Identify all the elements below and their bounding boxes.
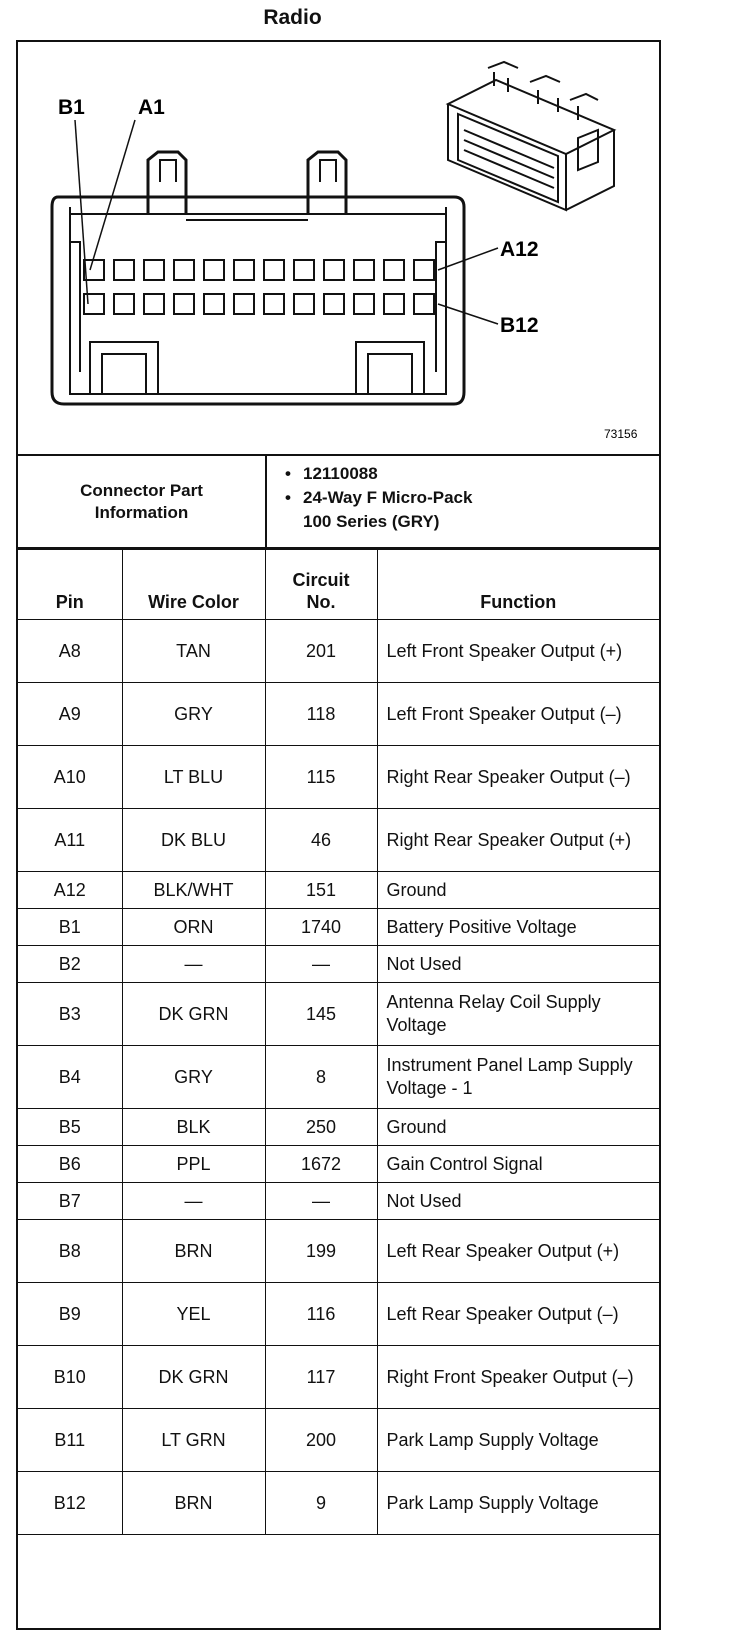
connector-diagram xyxy=(18,42,659,454)
wire-color-cell: YEL xyxy=(122,1283,265,1346)
table-header-row xyxy=(18,550,659,620)
table-row xyxy=(18,946,659,983)
pin-cell: A9 xyxy=(18,683,122,746)
label-b1: B1 xyxy=(58,96,85,119)
table-row xyxy=(18,1220,659,1283)
page-title: Radio xyxy=(263,6,322,29)
connector-info-items xyxy=(285,462,645,534)
table-row xyxy=(18,1283,659,1346)
pin-cell: A8 xyxy=(18,620,122,683)
connector-type-item: • 24-Way F Micro-Pack 100 Series (GRY) xyxy=(285,488,473,531)
cavity-a3 xyxy=(144,260,164,280)
pin-cell: B10 xyxy=(18,1346,122,1409)
connector-sheet xyxy=(16,40,661,1630)
cavity-a1 xyxy=(84,260,104,280)
figure-number: 73156 xyxy=(604,427,638,441)
cavity-b2 xyxy=(114,294,134,314)
table-row xyxy=(18,809,659,872)
cavity-b8 xyxy=(294,294,314,314)
table-row xyxy=(18,620,659,683)
table-row xyxy=(18,746,659,809)
function-cell: Battery Positive Voltage xyxy=(377,909,659,946)
connector-inner-outline xyxy=(70,207,446,394)
circuit-cell: 1672 xyxy=(265,1146,377,1183)
pin-cell: A10 xyxy=(18,746,122,809)
function-cell: Left Front Speaker Output (–) xyxy=(377,683,659,746)
circuit-cell: 201 xyxy=(265,620,377,683)
wire-color-cell: LT BLU xyxy=(122,746,265,809)
function-cell: Left Front Speaker Output (+) xyxy=(377,620,659,683)
label-a12: A12 xyxy=(500,238,539,261)
table-row xyxy=(18,872,659,909)
table-row xyxy=(18,1046,659,1109)
cavity-a4 xyxy=(174,260,194,280)
cavity-b6 xyxy=(234,294,254,314)
function-cell: Not Used xyxy=(377,946,659,983)
cavity-a11 xyxy=(384,260,404,280)
right-rail xyxy=(436,242,446,372)
circuit-cell: 250 xyxy=(265,1109,377,1146)
a1-leader xyxy=(90,120,135,270)
cavity-b3 xyxy=(144,294,164,314)
table-row xyxy=(18,1346,659,1409)
cavity-b5 xyxy=(204,294,224,314)
circuit-header: Circuit No. xyxy=(265,550,377,620)
circuit-cell: 117 xyxy=(265,1346,377,1409)
function-cell: Left Rear Speaker Output (+) xyxy=(377,1220,659,1283)
table-row xyxy=(18,1109,659,1146)
wire-color-cell: BLK/WHT xyxy=(122,872,265,909)
circuit-cell: — xyxy=(265,1183,377,1220)
circuit-cell: 118 xyxy=(265,683,377,746)
function-cell: Ground xyxy=(377,1109,659,1146)
pin-cell: B1 xyxy=(18,909,122,946)
table-row xyxy=(18,1472,659,1535)
wire-color-cell: ORN xyxy=(122,909,265,946)
pin-cell: B7 xyxy=(18,1183,122,1220)
cavity-a10 xyxy=(354,260,374,280)
bottom-left-lock xyxy=(90,342,158,394)
connector-3d-icon xyxy=(448,62,614,210)
connector-info-label: Connector Part Information xyxy=(18,456,267,547)
wire-color-cell: LT GRN xyxy=(122,1409,265,1472)
circuit-cell: — xyxy=(265,946,377,983)
wire-color-cell: BLK xyxy=(122,1109,265,1146)
function-cell: Park Lamp Supply Voltage xyxy=(377,1472,659,1535)
left-latch xyxy=(148,152,186,214)
table-row xyxy=(18,1409,659,1472)
pin-cell: B4 xyxy=(18,1046,122,1109)
function-cell: Right Front Speaker Output (–) xyxy=(377,1346,659,1409)
function-cell: Left Rear Speaker Output (–) xyxy=(377,1283,659,1346)
function-cell: Not Used xyxy=(377,1183,659,1220)
table-row xyxy=(18,1183,659,1220)
circuit-cell: 151 xyxy=(265,872,377,909)
right-latch xyxy=(308,152,346,214)
wire-color-cell: BRN xyxy=(122,1472,265,1535)
wire-color-cell: — xyxy=(122,1183,265,1220)
pin-cell: B9 xyxy=(18,1283,122,1346)
pin-header: Pin xyxy=(18,550,122,620)
circuit-cell: 200 xyxy=(265,1409,377,1472)
b1-leader xyxy=(75,120,88,304)
pin-cell: B2 xyxy=(18,946,122,983)
bottom-right-lock xyxy=(356,342,424,394)
cavity-b11 xyxy=(384,294,404,314)
left-rail xyxy=(70,242,80,372)
pin-cell: B5 xyxy=(18,1109,122,1146)
connector-part-information xyxy=(18,454,659,549)
cavity-b12 xyxy=(414,294,434,314)
circuit-cell: 9 xyxy=(265,1472,377,1535)
pin-cell: B3 xyxy=(18,983,122,1046)
cavity-a6 xyxy=(234,260,254,280)
table-row xyxy=(18,1146,659,1183)
cavity-b10 xyxy=(354,294,374,314)
wire-color-cell: GRY xyxy=(122,1046,265,1109)
wire-color-cell: — xyxy=(122,946,265,983)
pin-cell: A12 xyxy=(18,872,122,909)
circuit-cell: 116 xyxy=(265,1283,377,1346)
cavity-a2 xyxy=(114,260,134,280)
cavity-a12 xyxy=(414,260,434,280)
circuit-cell: 145 xyxy=(265,983,377,1046)
cavity-a8 xyxy=(294,260,314,280)
wire-color-cell: PPL xyxy=(122,1146,265,1183)
wire-color-cell: BRN xyxy=(122,1220,265,1283)
function-cell: Gain Control Signal xyxy=(377,1146,659,1183)
pin-cavities xyxy=(84,260,434,314)
circuit-cell: 8 xyxy=(265,1046,377,1109)
connector-drawing xyxy=(18,42,659,454)
label-b12: B12 xyxy=(500,314,539,337)
wire-color-cell: DK BLU xyxy=(122,809,265,872)
cavity-b4 xyxy=(174,294,194,314)
cavity-a5 xyxy=(204,260,224,280)
pinout-table xyxy=(18,549,659,1535)
pin-cell: B12 xyxy=(18,1472,122,1535)
pin-cell: B6 xyxy=(18,1146,122,1183)
wire-color-cell: DK GRN xyxy=(122,1346,265,1409)
function-cell: Instrument Panel Lamp Supply Voltage - 1 xyxy=(377,1046,659,1109)
cavity-a9 xyxy=(324,260,344,280)
table-row xyxy=(18,909,659,946)
function-cell: Antenna Relay Coil Supply Voltage xyxy=(377,983,659,1046)
cavity-a7 xyxy=(264,260,284,280)
table-row xyxy=(18,683,659,746)
pin-cell: A11 xyxy=(18,809,122,872)
circuit-cell: 46 xyxy=(265,809,377,872)
function-cell: Right Rear Speaker Output (–) xyxy=(377,746,659,809)
table-row xyxy=(18,983,659,1046)
circuit-cell: 115 xyxy=(265,746,377,809)
function-cell: Right Rear Speaker Output (+) xyxy=(377,809,659,872)
function-cell: Ground xyxy=(377,872,659,909)
wire-color-cell: TAN xyxy=(122,620,265,683)
circuit-cell: 199 xyxy=(265,1220,377,1283)
wire-color-header: Wire Color xyxy=(122,550,265,620)
wire-color-cell: GRY xyxy=(122,683,265,746)
wire-color-cell: DK GRN xyxy=(122,983,265,1046)
pin-cell: B8 xyxy=(18,1220,122,1283)
cavity-b7 xyxy=(264,294,284,314)
part-number-item: • 12110088 xyxy=(285,464,378,483)
function-header: Function xyxy=(377,550,659,620)
cavity-b9 xyxy=(324,294,344,314)
function-cell: Park Lamp Supply Voltage xyxy=(377,1409,659,1472)
pin-cell: B11 xyxy=(18,1409,122,1472)
circuit-cell: 1740 xyxy=(265,909,377,946)
label-a1: A1 xyxy=(138,96,165,119)
